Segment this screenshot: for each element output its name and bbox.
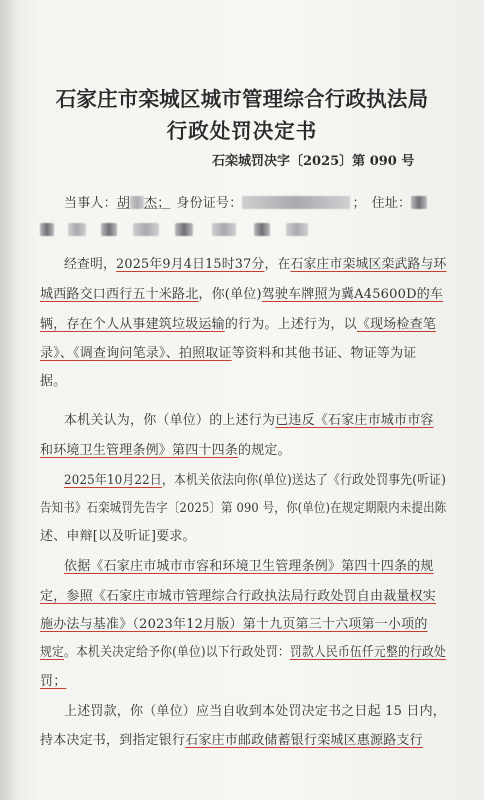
text-segment: ，本机关依法向你(单位)送达了《行政处罚事先(听证) xyxy=(161,473,447,488)
party-line-1 xyxy=(64,192,427,211)
text-segment: 规定 xyxy=(40,645,65,660)
text-segment: 已违反《石家庄市城市市容 xyxy=(275,413,434,428)
paragraph-3-line-3 xyxy=(40,525,196,544)
text-segment: 2025年9月4日15时37分 xyxy=(116,257,265,272)
document-title-line1: 石家庄市栾城区城市管理综合行政执法局 xyxy=(55,87,429,111)
document-title-line2: 行政处罚决定书 xyxy=(166,119,318,143)
redacted-address-3 xyxy=(101,223,117,236)
text-segment: 依据《石家庄市城市市容和环境卫生管理条例》第四十四条的规 xyxy=(64,559,434,574)
text-segment: ，在 xyxy=(264,257,291,272)
text-segment: 据。 xyxy=(40,374,67,389)
address-label: 住址： xyxy=(371,196,412,211)
paragraph-3-line-2 xyxy=(40,497,446,516)
text-segment: 罚款人民币伍仟元整的行政处 xyxy=(289,645,447,660)
redacted-address-6 xyxy=(212,223,236,236)
text-segment: 和环境卫生管理条例》第四十四条 xyxy=(40,443,239,458)
paragraph-5-line-1 xyxy=(64,700,446,719)
text-segment: 持本决定书，到指定银行 xyxy=(40,733,186,748)
party-name-visible-1: 胡 xyxy=(116,196,131,211)
redacted-address-1 xyxy=(40,223,54,236)
redacted-name xyxy=(130,196,144,209)
paragraph-2-line-2 xyxy=(40,439,291,458)
text-segment: 本机关认为，你（单位）的上述行为 xyxy=(64,413,276,428)
text-segment: 石家庄市栾城区栾武路与环 xyxy=(290,257,447,272)
party-label: 当事人： xyxy=(64,196,117,211)
text-segment: 等资料和其他书证、物证等为证 xyxy=(231,346,417,361)
text-segment: 。本机关决定给予你(单位)以下行政处罚： xyxy=(64,645,290,660)
id-label: 身份证号： xyxy=(176,196,243,211)
text-segment: 《现场检查笔 xyxy=(356,317,437,332)
redacted-address-5 xyxy=(175,223,193,236)
text-segment: 2025年10月22日 xyxy=(64,473,162,488)
paragraph-3-line-1 xyxy=(64,469,446,488)
paragraph-4-line-2 xyxy=(40,585,436,604)
paragraph-5-line-2 xyxy=(40,729,423,748)
redacted-address-7 xyxy=(254,223,270,236)
redacted-id-number xyxy=(242,196,350,209)
text-segment: ，你(单位) xyxy=(198,287,262,302)
document-number: 石栾城罚决字〔2025〕第 090 号 xyxy=(212,154,415,169)
paragraph-1-line-3 xyxy=(40,313,436,332)
redacted-address-start xyxy=(411,196,427,209)
text-segment: 录》、《调查询问笔录》、拍照取证 xyxy=(40,346,232,361)
paragraph-1-line-2 xyxy=(40,283,443,302)
text-segment: 的行为。上述行为，以 xyxy=(224,317,357,332)
paragraph-1-line-5 xyxy=(40,370,66,389)
paragraph-4-line-5 xyxy=(40,670,66,689)
paragraph-4-line-3 xyxy=(40,613,428,632)
text-segment: 告知书》石栾城罚先告字〔2025〕第 090 号，你(单位)在规定期限内未提出陈 xyxy=(40,501,447,516)
text-segment: 施办法与基准》（2023年12月版）第十九页第三十六项第一小项的 xyxy=(40,617,428,632)
party-separator: ； xyxy=(352,196,366,211)
text-segment: 定，参照《石家庄市城市管理综合行政执法局行政处罚自由裁量权实 xyxy=(40,589,437,604)
paragraph-4-line-1 xyxy=(64,555,434,574)
party-name-visible-2: 杰； xyxy=(144,196,171,211)
text-segment: 上述罚款，你（单位）应当自收到本处罚决定书之日起 15 日内， xyxy=(64,704,447,719)
text-segment: 罚； xyxy=(40,674,67,689)
redacted-address-4 xyxy=(133,223,159,236)
text-segment: 石家庄市邮政储蓄银行栾城区惠源路支行 xyxy=(185,733,423,748)
paragraph-2-line-1 xyxy=(64,409,434,428)
text-segment: 的规定。 xyxy=(238,443,291,458)
text-segment: 辆，存在个人从事建筑垃圾运输 xyxy=(40,317,225,332)
paragraph-1-line-4 xyxy=(40,342,417,361)
text-segment: 经查明， xyxy=(64,257,117,272)
redacted-address-8 xyxy=(286,223,308,236)
text-segment: 城西路交口西行五十米路北 xyxy=(40,287,199,302)
redacted-address-2 xyxy=(68,223,86,236)
text-segment: 驾驶车牌照为冀A45600D的车 xyxy=(261,287,444,302)
paragraph-1-line-1 xyxy=(64,253,447,272)
paragraph-4-line-4 xyxy=(40,641,446,660)
text-segment: 述、申辩[以及听证]要求。 xyxy=(40,529,196,544)
party-line-2 xyxy=(40,223,308,238)
